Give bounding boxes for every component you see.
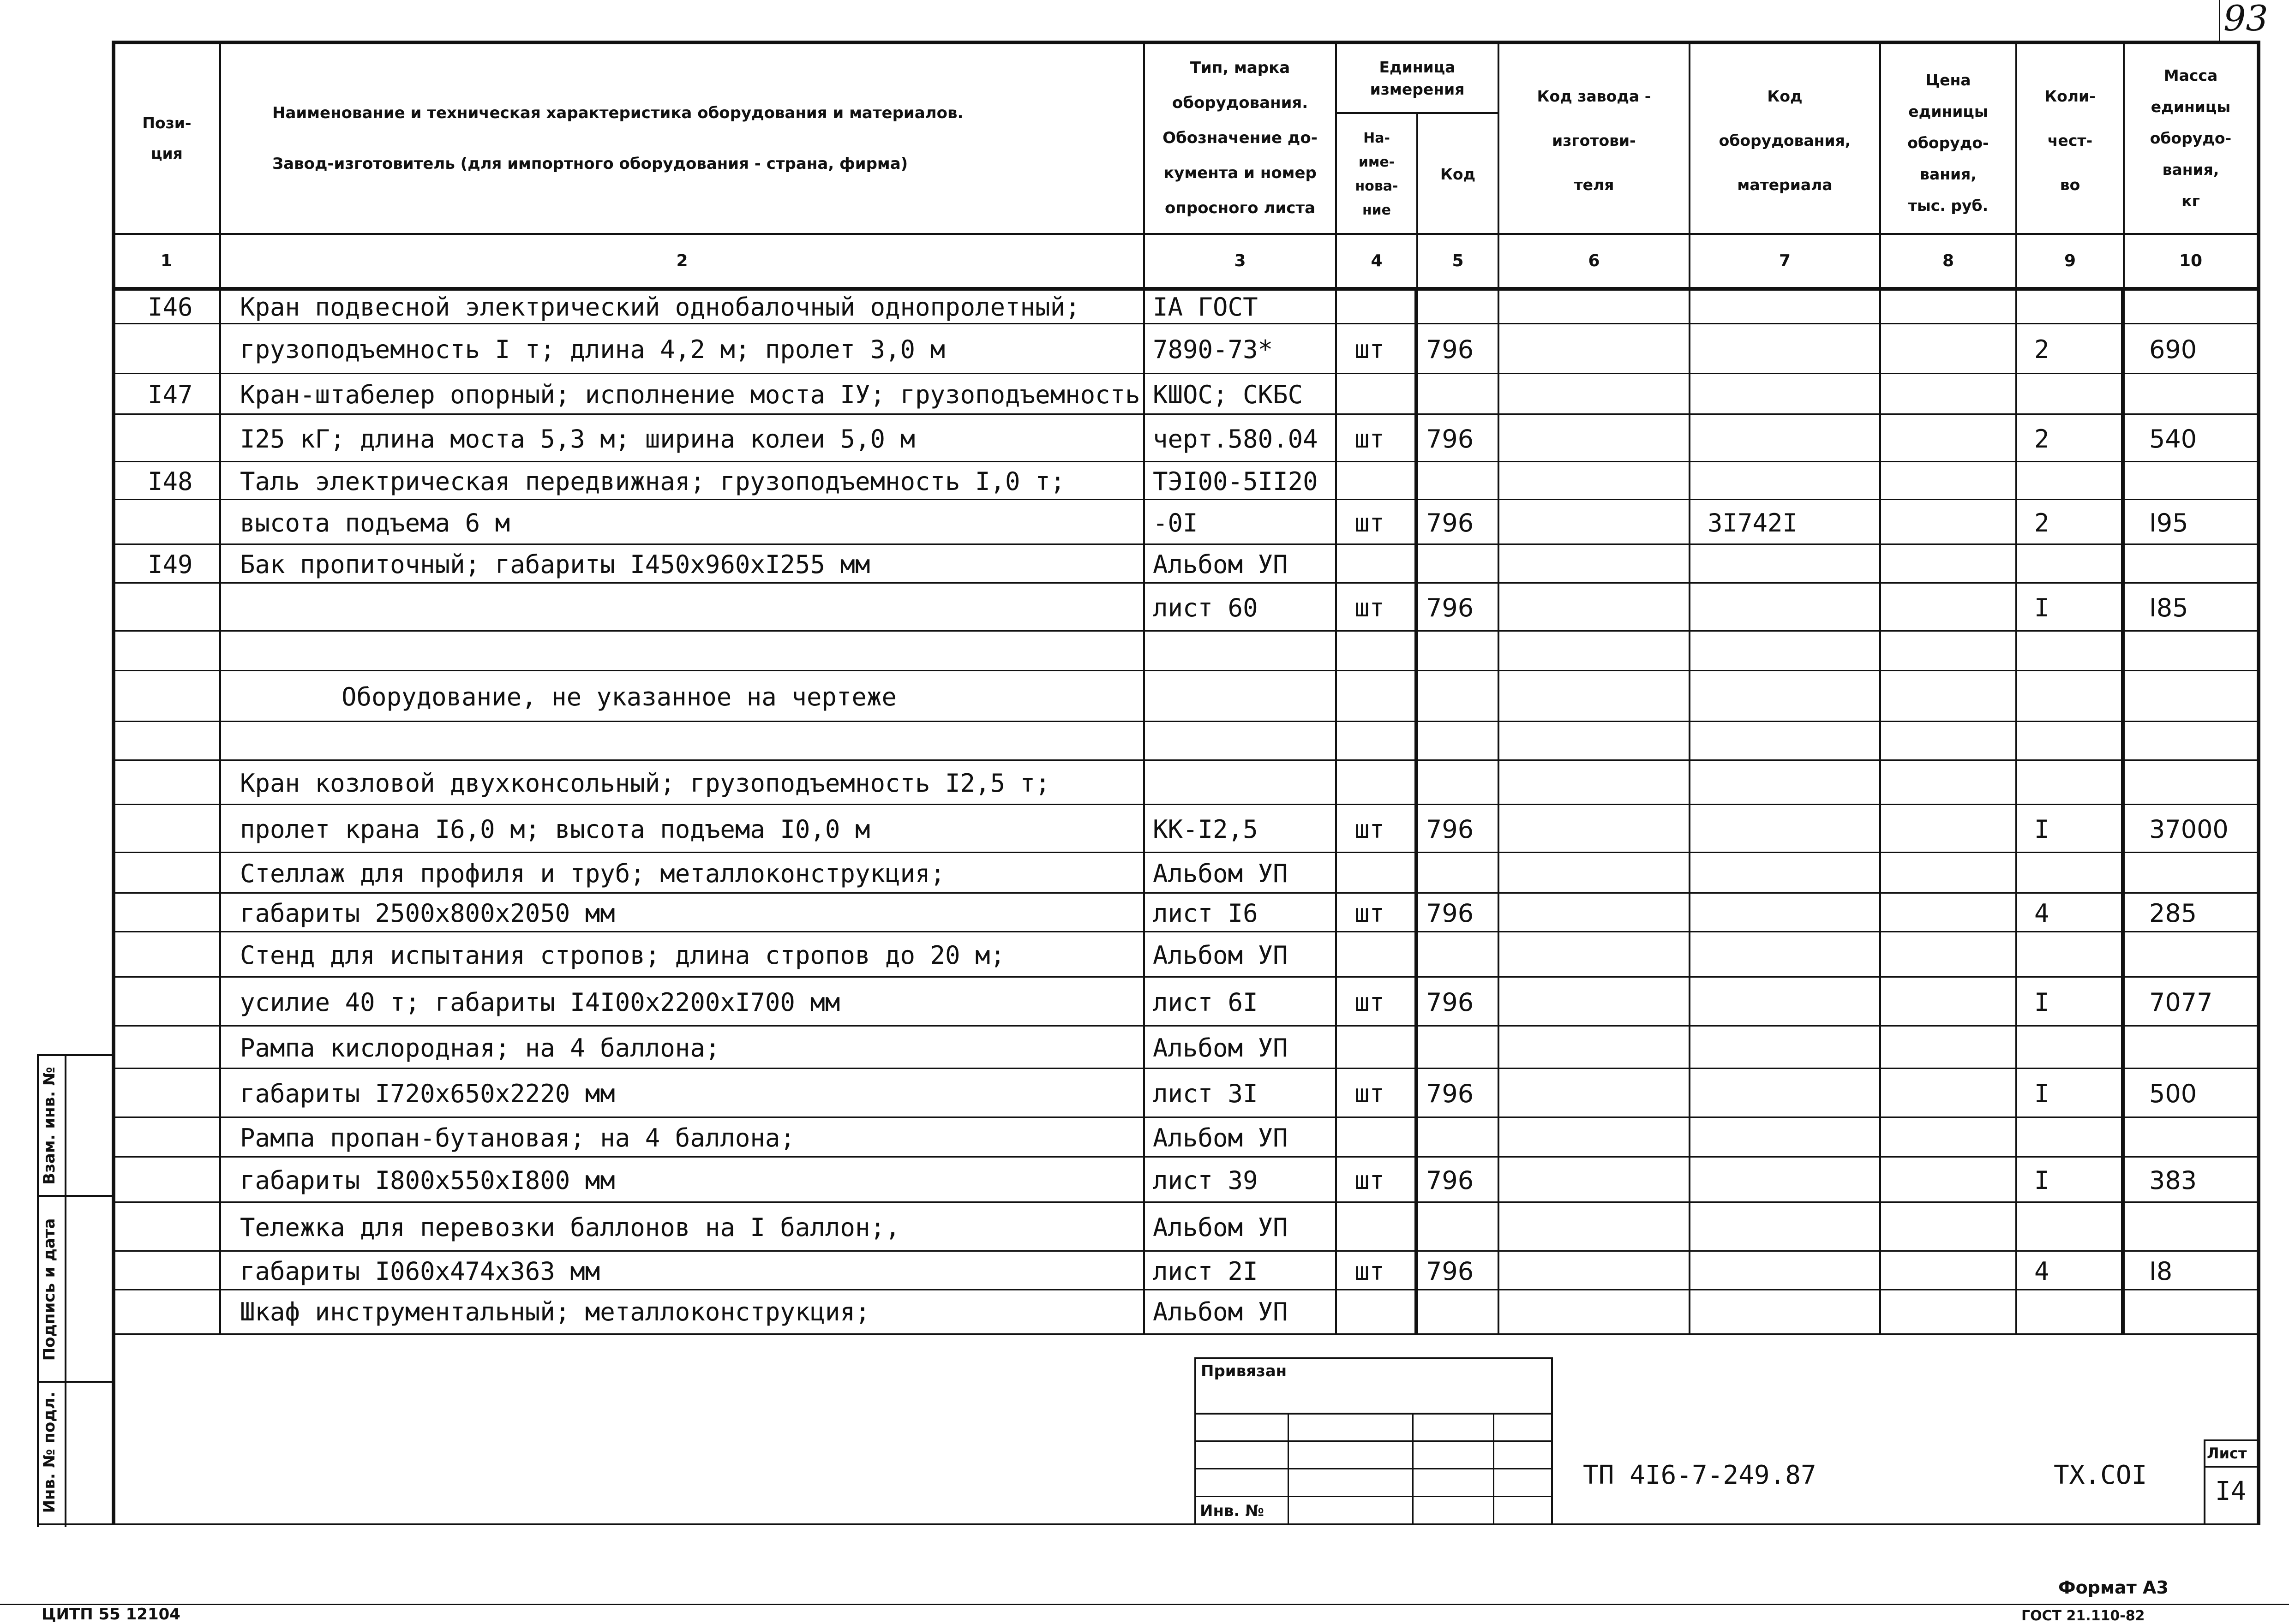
row-divider [114,1201,2257,1203]
table-right-border [2257,41,2260,1525]
header-unit-name: На- име- нова- ние [1355,130,1398,218]
row-divider [114,461,2257,462]
cell-unit: шт [1354,593,1385,622]
cell-name: Кран подвесной электрический однобалочный однопролетный; [240,293,1080,322]
cell-position: I46 [148,293,193,322]
row-divider [114,804,2257,805]
cell-unit-code: 796 [1426,988,1474,1017]
footer-format: Формат А3 [2058,1577,2169,1598]
cell-unit: шт [1354,1257,1385,1286]
privyazan-col-1 [1288,1413,1289,1525]
row-divider [114,413,2257,415]
header-mass: Масса единицы оборудо- вания, кг [2150,66,2232,210]
privyazan-top [1194,1357,1553,1359]
header-name: Наименование и техническая характеристика оборудования и материалов. Завод-изготовитель (для импортного оборудования - страна, фирма) [272,104,964,173]
header-quantity: Коли- чест- во [2044,87,2096,194]
cell-unit-code: 796 [1426,899,1474,928]
cell-type: лист 39 [1153,1166,1258,1195]
cell-name: Рампа кислородная; на 4 баллона; [240,1033,720,1063]
cell-equipment-code: 3I742I [1708,508,1798,537]
side-label-inv-podl: Инв. № подл. [40,1391,59,1513]
row-divider [114,1116,2257,1118]
cell-type: Альбом УП [1153,1123,1288,1152]
header-type: Тип, марка оборудования. Обозначение до- кумента и номер опросного листа [1162,58,1318,217]
cell-name: Стенд для испытания стропов; длина стропов до 20 м; [240,941,1006,970]
privyazan-label: Привязан [1201,1362,1287,1380]
cell-quantity: I [2034,815,2049,844]
cell-unit: шт [1354,1166,1385,1195]
cell-quantity: 4 [2034,1257,2049,1286]
side-stamp-left [37,1054,39,1527]
cell-type: Альбом УП [1153,859,1288,888]
cell-mass: 37000 [2149,815,2229,844]
privyazan-line-3 [1194,1468,1553,1469]
cell-name: пролет крана I6,0 м; высота подъема I0,0 м [240,815,870,844]
cell-name: Рампа пропан-бутановая; на 4 баллона; [240,1123,795,1152]
col-number-1: 1 [160,251,173,270]
side-label-vzam: Взам. инв. № [40,1067,59,1185]
cell-name: габариты I800x550xI800 мм [240,1166,615,1195]
row-divider [114,499,2257,500]
footer-left: ЦИТП 55 12104 [42,1605,180,1624]
privyazan-line-4 [1194,1496,1553,1497]
doc-code: ТП 4I6-7-249.87 [1583,1460,1816,1490]
inv-no-label: Инв. № [1200,1502,1264,1520]
page-number-tick [2219,0,2220,42]
cell-unit: шт [1354,424,1385,454]
privyazan-col-2 [1412,1413,1414,1525]
colnum-bottom-line [112,287,2258,291]
cell-name: Тележка для перевозки баллонов на I баллон;, [240,1213,900,1242]
col-number-8: 8 [1942,251,1954,270]
col-number-6: 6 [1588,251,1600,270]
sheet-number: I4 [2215,1476,2247,1506]
cell-name: грузоподъемность I т; длина 4,2 м; пролет 3,0 м [240,335,946,364]
stamp-bottom-line [112,1523,2259,1525]
cell-type: Альбом УП [1153,550,1288,579]
cell-type: Альбом УП [1153,1033,1288,1063]
privyazan-col-3 [1493,1413,1494,1525]
row-divider [114,892,2257,894]
col-number-7: 7 [1779,251,1791,270]
privyazan-line-1 [1194,1413,1553,1415]
cell-unit-code: 796 [1426,508,1474,537]
cell-quantity: 2 [2034,508,2049,537]
cell-name: Оборудование, не указанное на чертеже [342,682,897,711]
cell-type: лист 3I [1153,1079,1258,1108]
cell-unit-code: 796 [1426,593,1474,622]
cell-mass: 7077 [2149,988,2213,1017]
sheet-box-top [2204,1439,2259,1441]
cell-unit-code: 796 [1426,1079,1474,1108]
cell-quantity: I [2034,1079,2049,1108]
cell-mass: 285 [2149,899,2197,928]
side-stamp-div-2 [37,1381,114,1383]
row-divider [114,1025,2257,1027]
cell-position: I47 [148,380,193,409]
header-equipment-code: Код оборудования, материала [1719,87,1851,194]
cell-type: -0I [1153,508,1198,537]
row-divider [114,582,2257,584]
cell-name: I25 кГ; длина моста 5,3 м; ширина колеи 5,0 м [240,424,915,454]
header-price: Цена единицы оборудо- вания, тыс. руб. [1907,71,1989,215]
cell-name: Стеллаж для профиля и труб; металлоконструкция; [240,859,946,888]
cell-mass: 690 [2149,335,2197,364]
cell-type: лист 60 [1153,593,1258,622]
privyazan-line-2 [1194,1440,1553,1442]
cell-type: черт.580.04 [1153,424,1318,454]
row-divider [114,976,2257,978]
footer-gost: ГОСТ 21.110-82 [2021,1608,2145,1624]
cell-unit: шт [1354,335,1385,364]
cell-unit-code: 796 [1426,424,1474,454]
cell-type: КК-I2,5 [1153,815,1258,844]
cell-name: высота подъема 6 м [240,508,510,537]
row-divider [114,931,2257,932]
col-number-2: 2 [676,251,688,270]
cell-position: I49 [148,550,193,579]
row-divider [114,323,2257,324]
doc-mark: ТХ.COI [2054,1460,2147,1490]
body-box-left [1414,287,1418,1335]
cell-type: ТЭI00-5II20 [1153,467,1318,496]
cell-unit: шт [1354,988,1385,1017]
row-divider [114,1289,2257,1290]
footer-line [0,1604,2289,1605]
cell-type: КШОС; СКБС [1153,380,1303,409]
sheet-box-left [2204,1439,2205,1525]
row-divider [114,852,2257,853]
body-box-right [2121,287,2125,1335]
cell-name: габариты I720x650x2220 мм [240,1079,615,1108]
row-divider [114,670,2257,671]
cell-type: 7890-73* [1153,335,1273,364]
cell-type: лист I6 [1153,899,1258,928]
col-number-3: 3 [1234,251,1246,270]
cell-name: Таль электрическая передвижная; грузоподъемность I,0 т; [240,467,1066,496]
cell-unit: шт [1354,508,1385,537]
cell-mass: I95 [2149,508,2188,537]
sheet-label: Лист [2207,1445,2247,1462]
cell-type: Альбом УП [1153,941,1288,970]
col-number-4: 4 [1371,251,1383,270]
header-position: Пози- ция [142,114,192,162]
side-stamp-bottom [37,1523,114,1525]
cell-name: Шкаф инструментальный; металлоконструкция; [240,1297,870,1326]
cell-quantity: I [2034,988,2049,1017]
row-divider [114,630,2257,632]
cell-name: габариты 2500x800x2050 мм [240,899,615,928]
cell-quantity: I [2034,593,2049,622]
cell-unit-code: 796 [1426,1166,1474,1195]
row-divider [114,759,2257,761]
sheet-box-mid [2204,1466,2259,1468]
cell-type: лист 2I [1153,1257,1258,1286]
cell-mass: I85 [2149,593,2188,622]
cell-quantity: 4 [2034,899,2049,928]
cell-mass: 540 [2149,424,2197,454]
cell-name: Кран-штабелер опорный; исполнение моста IУ; грузоподъемность [240,380,1140,409]
row-divider [114,721,2257,722]
cell-unit-code: 796 [1426,335,1474,364]
cell-unit: шт [1354,1079,1385,1108]
cell-name: Кран козловой двухконсольный; грузоподъемность I2,5 т; [240,769,1050,798]
cell-unit: шт [1354,815,1385,844]
side-stamp-mid [65,1054,66,1527]
cell-unit-code: 796 [1426,815,1474,844]
side-label-podpis: Подпись и дата [40,1218,59,1361]
row-divider [114,1068,2257,1069]
cell-type: Альбом УП [1153,1297,1288,1326]
cell-type: Альбом УП [1153,1213,1288,1242]
col-number-9: 9 [2064,251,2076,270]
header-plant-code: Код завода - изготови- теля [1537,87,1651,194]
header-unit-group: Единица измерения [1370,58,1465,98]
row-divider [114,543,2257,545]
page-number: 93 [2223,0,2268,39]
row-divider [114,373,2257,374]
col-number-10: 10 [2179,251,2203,270]
row-divider [114,1250,2257,1252]
cell-name: усилие 40 т; габариты I4I00x2200xI700 мм [240,988,840,1017]
cell-quantity: I [2034,1166,2049,1195]
cell-type: лист 6I [1153,988,1258,1017]
cell-name: габариты I060x474x363 мм [240,1257,600,1286]
cell-name: Бак пропиточный; габариты I450x960xI255 мм [240,550,870,579]
row-divider [114,1156,2257,1158]
cell-quantity: 2 [2034,335,2049,364]
cell-position: I48 [148,467,193,496]
cell-unit-code: 796 [1426,1257,1474,1286]
col-number-5: 5 [1452,251,1464,270]
cell-mass: I8 [2149,1257,2173,1286]
header-unit-code: Код [1440,165,1476,183]
table-bottom-border [112,1333,2259,1335]
cell-mass: 383 [2149,1166,2197,1195]
cell-mass: 500 [2149,1079,2197,1108]
cell-quantity: 2 [2034,424,2049,454]
cell-type: IA ГОСТ [1153,293,1258,322]
cell-unit: шт [1354,899,1385,928]
